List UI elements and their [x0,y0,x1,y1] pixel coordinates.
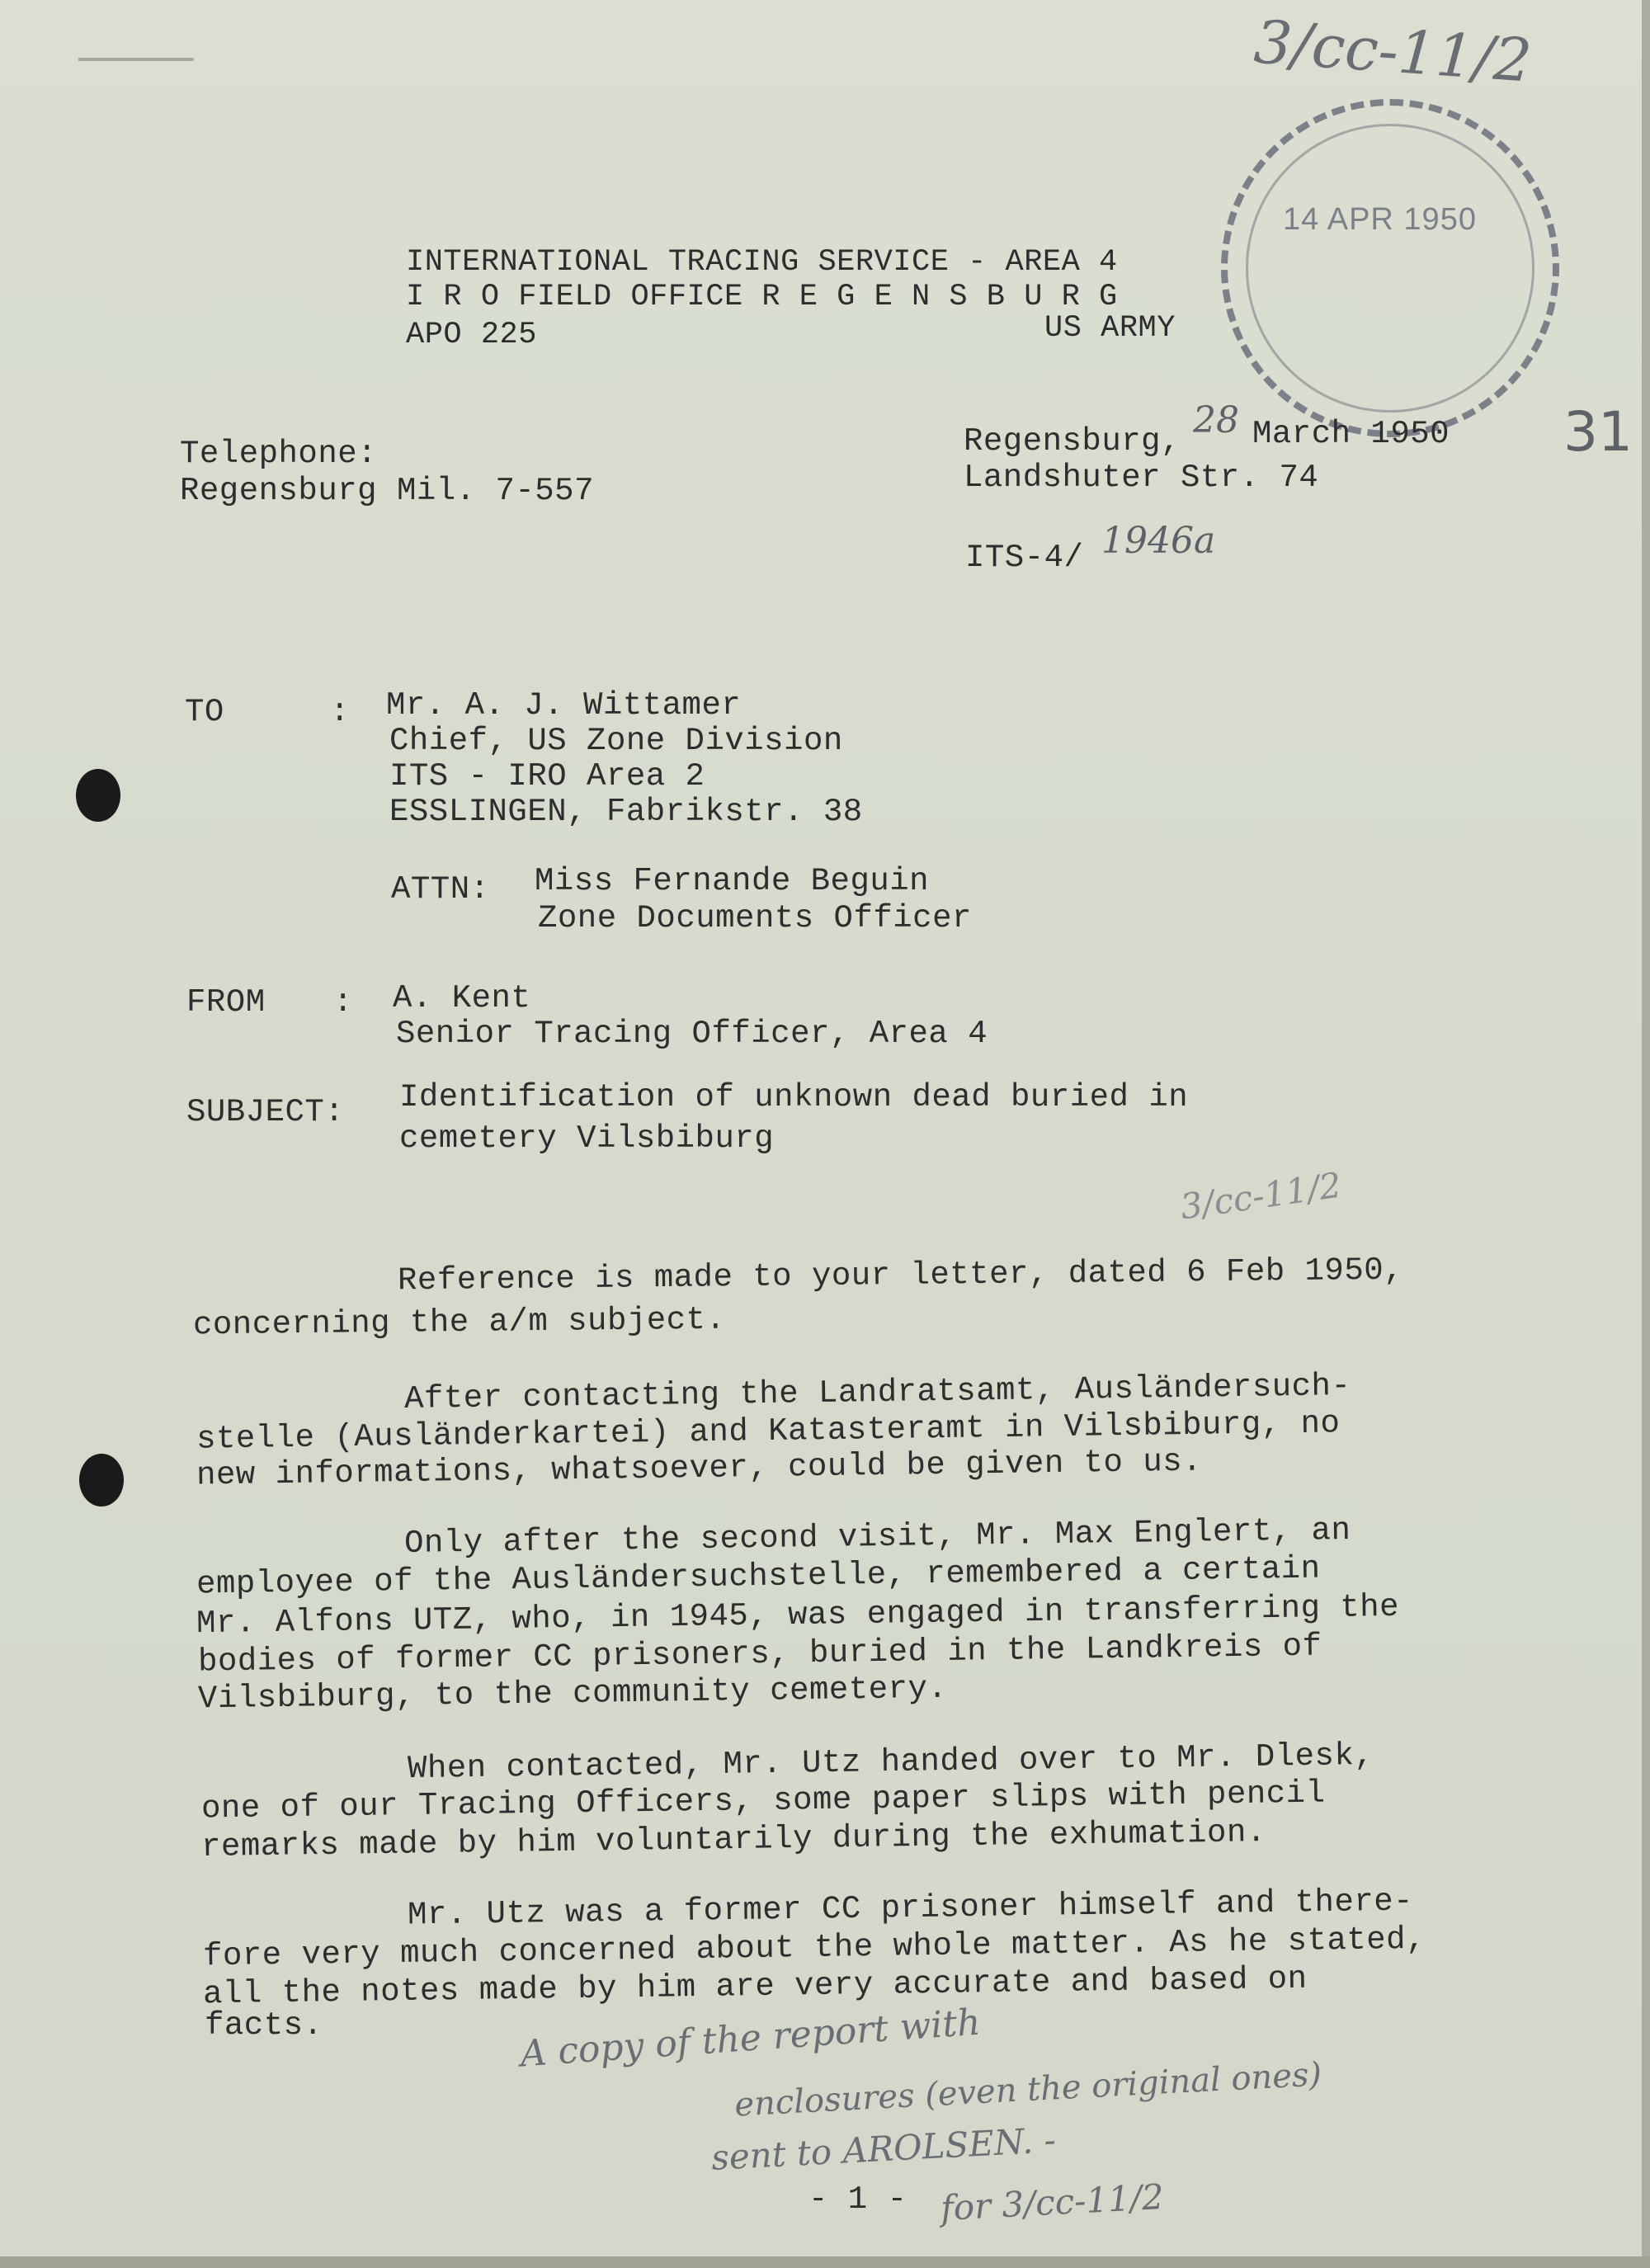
from-label: FROM [186,984,266,1021]
header-apo: APO 225 [406,318,537,352]
place-address: Landshuter Str. 74 [964,460,1319,496]
stamp-date: 14 APR 1950 [1283,202,1477,237]
page-number-handwritten: 31 [1563,400,1633,464]
body-line: fore very much concerned about the whole matter. As he stated, [202,1921,1426,1975]
page-edge-right [1642,0,1650,2268]
body-line: Vilsbiburg, to the community cemetery. [197,1670,948,1718]
handwritten-note-line: A copy of the report with [518,2001,983,2076]
body-line: Reference is made to your letter, dated 6 Feb 1950, [397,1252,1404,1299]
header-line-1: INTERNATIONAL TRACING SERVICE - AREA 4 [406,245,1118,280]
subject-label: SUBJECT: [186,1094,345,1130]
to-separator: : [330,694,350,730]
body-line: concerning the a/m subject. [192,1301,726,1344]
body-line: stelle (Ausländerkartei) and Katasteramt in Vilsbiburg, no [196,1405,1341,1458]
from-line: A. Kent [393,980,531,1016]
header-line-2: I R O FIELD OFFICE R E G E N S B U R G [406,280,1118,314]
body-line: Only after the second visit, Mr. Max Englert, an [403,1511,1351,1563]
attn-line: Zone Documents Officer [538,900,972,936]
date-day-handwritten: 28 [1193,399,1239,441]
punch-hole-bottom [79,1454,124,1506]
handwritten-note-line: sent to AROLSEN. - [710,2119,1057,2178]
page-edge-bottom [0,2256,1650,2268]
header-us-army: US ARMY [1044,311,1176,346]
place-month-year: March 1950 [1252,416,1450,452]
to-line: Chief, US Zone Division [389,723,843,759]
body-line: remarks made by him voluntarily during the exhumation. [200,1813,1267,1866]
attn-line: Miss Fernande Beguin [535,863,930,899]
from-line: Senior Tracing Officer, Area 4 [396,1016,988,1052]
attn-label: ATTN: [391,871,490,908]
footer-page-number: - 1 - [808,2181,908,2218]
body-line: new informations, whatsoever, could be given to us. [196,1443,1203,1494]
telephone-value: Regensburg Mil. 7-557 [180,473,594,509]
body-line: When contacted, Mr. Utz handed over to Mr. Dlesk, [407,1737,1374,1788]
pencil-mark [78,58,194,61]
telephone-label: Telephone: [180,436,378,472]
to-line: ESSLINGEN, Fabrikstr. 38 [389,794,863,830]
body-line: employee of the Ausländersuchstelle, remembered a certain [196,1550,1321,1603]
body-line: one of our Tracing Officers, some paper slips with pencil [200,1775,1326,1827]
from-separator: : [333,984,353,1021]
reference-number-handwritten: 1946a [1101,520,1216,562]
reference-number: ITS-4/ [965,540,1084,576]
body-line: facts. [205,2007,323,2044]
body-line: bodies of former CC prisoners, buried in the Landkreis of [197,1628,1322,1681]
body-line: After contacting the Landratsamt, Ausländersuch- [403,1367,1351,1418]
place-city: Regensburg, [964,423,1181,460]
to-line: Mr. A. J. Wittamer [386,687,742,724]
to-line: ITS - IRO Area 2 [389,758,705,795]
subject-line: Identification of unknown dead buried in [399,1079,1189,1115]
body-line: all the notes made by him are very accurate and based on [202,1960,1308,2013]
handwritten-note-line: for 3/cc-11/2 [939,2176,1165,2229]
punch-hole-top [76,769,120,822]
body-line: Mr. Utz was a former CC prisoner himself and there- [407,1883,1414,1934]
body-line: Mr. Alfons UTZ, who, in 1945, was engaged in transferring the [196,1588,1400,1643]
received-stamp-inner-ring [1246,124,1534,413]
file-reference-handwritten: 3/cc-11/2 [1252,7,1534,96]
file-reference-handwritten-mid: 3/cc-11/2 [1177,1164,1344,1228]
handwritten-note-line: enclosures (even the original ones) [733,2055,1323,2124]
to-label: TO [185,694,224,730]
subject-line: cemetery Vilsbiburg [399,1120,775,1157]
